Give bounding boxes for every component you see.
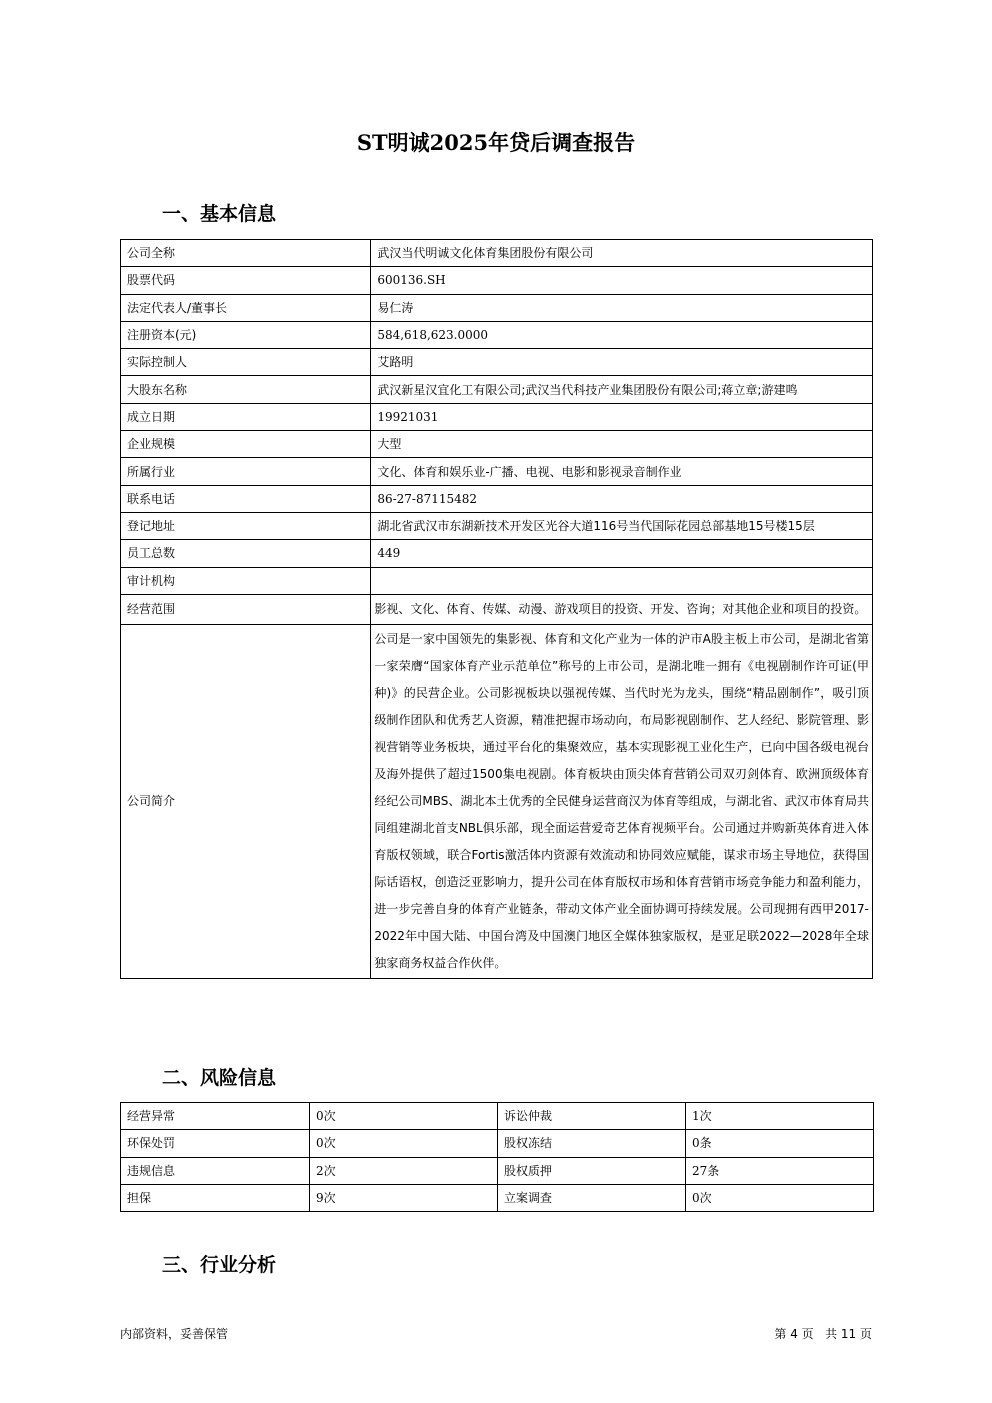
row-value: 86-27-87115482: [371, 485, 873, 512]
table-row: [121, 1130, 874, 1157]
risk-value: 27条: [686, 1157, 874, 1184]
row-label: 企业规模: [121, 431, 371, 458]
row-value: 公司是一家中国领先的集影视、体育和文化产业为一体的沪市A股主板上市公司，是湖北省第一家荣膺“国家体育产业示范单位”称号的上市公司，是湖北唯一拥有《电视剧制作许可证(甲种)》的民营企业。公司影视板块以强视传媒、当代时光为龙头，围绕“精品剧制作”，吸引顶级制作团队和优秀艺人资源，精准把握市场动向，布局影视剧制作、艺人经纪、影院管理、影视营销等业务板块，通过平台化的集聚效应，基本实现影视工业化生产，已向中国各级电视台及海外提供了超过1500集电视剧。体育板块由顶尖体育营销公司双刃剑体育、欧洲顶级体育经纪公司MBS、湖北本土优秀的全民健身运营商汉为体育等组成，与湖北省、武汉市体育局共同组建湖北首支NBL俱乐部，现全面运营爱奇艺体育视频平台。公司通过并购新英体育进入体育版权领域，联合Fortis激活体内资源有效流动和协同效应赋能，谋求市场主导地位，获得国际话语权，创造泛亚影响力，提升公司在体育版权市场和体育营销市场竞争能力和盈利能力，进一步完善自身的体育产业链条，带动文体产业全面协调可持续发展。公司现拥有西甲2017-2022年中国大陆、中国台湾及中国澳门地区全媒体独家版权，是亚足联2022—2028年全球独家商务权益合作伙伴。: [371, 624, 873, 978]
section-heading-industry-analysis: 三、行业分析: [162, 1254, 277, 1276]
table-row: [121, 349, 873, 376]
row-label: 联系电话: [121, 485, 371, 512]
row-label: 注册资本(元): [121, 321, 371, 348]
basic-info-table: [120, 239, 873, 979]
row-value: 600136.SH: [371, 267, 873, 294]
row-value: 影视、文化、体育、传媒、动漫、游戏项目的投资、开发、咨询；对其他企业和项目的投资。: [371, 594, 873, 624]
row-label: 审计机构: [121, 567, 371, 594]
section-heading-risk-info: 二、风险信息: [162, 1067, 277, 1089]
table-row: [121, 594, 873, 624]
row-value: [371, 567, 873, 594]
risk-label: 环保处罚: [121, 1130, 310, 1157]
row-value: 武汉新星汉宜化工有限公司;武汉当代科技产业集团股份有限公司;蒋立章;游建鸣: [371, 376, 873, 403]
risk-value: 0次: [686, 1184, 874, 1211]
row-label: 大股东名称: [121, 376, 371, 403]
row-value: 19921031: [371, 403, 873, 430]
risk-value: 1次: [686, 1103, 874, 1130]
risk-label: 股权冻结: [498, 1130, 686, 1157]
table-row: [121, 267, 873, 294]
table-row: [121, 1103, 874, 1130]
footer-page-number: 第 4 页 共 11 页: [774, 1327, 872, 1341]
table-row: [121, 431, 873, 458]
table-row: [121, 294, 873, 321]
risk-value: 2次: [310, 1157, 498, 1184]
risk-label: 股权质押: [498, 1157, 686, 1184]
row-label: 所属行业: [121, 458, 371, 485]
row-value: 584,618,623.0000: [371, 321, 873, 348]
row-value: 文化、体育和娱乐业-广播、电视、电影和影视录音制作业: [371, 458, 873, 485]
row-label: 登记地址: [121, 512, 371, 539]
row-label: 法定代表人/董事长: [121, 294, 371, 321]
footer-confidential-note: 内部资料，妥善保管: [120, 1327, 229, 1341]
row-value: 易仁涛: [371, 294, 873, 321]
table-row: [121, 624, 873, 978]
table-row: [121, 321, 873, 348]
table-row: [121, 1157, 874, 1184]
risk-label: 立案调查: [498, 1184, 686, 1211]
table-row: [121, 540, 873, 567]
table-row: [121, 403, 873, 430]
row-value: 艾路明: [371, 349, 873, 376]
table-row: [121, 485, 873, 512]
risk-value: 9次: [310, 1184, 498, 1211]
risk-label: 担保: [121, 1184, 310, 1211]
row-label: 股票代码: [121, 267, 371, 294]
table-row: [121, 567, 873, 594]
row-label: 公司全称: [121, 240, 371, 267]
table-row: [121, 1184, 874, 1211]
risk-value: 0次: [310, 1103, 498, 1130]
table-row: [121, 512, 873, 539]
row-label: 经营范围: [121, 594, 371, 624]
table-row: [121, 458, 873, 485]
section-heading-basic-info: 一、基本信息: [162, 203, 277, 225]
row-value: 湖北省武汉市东湖新技术开发区光谷大道116号当代国际花园总部基地15号楼15层: [371, 512, 873, 539]
risk-label: 经营异常: [121, 1103, 310, 1130]
row-label: 实际控制人: [121, 349, 371, 376]
risk-value: 0次: [310, 1130, 498, 1157]
table-row: [121, 376, 873, 403]
row-label: 公司简介: [121, 624, 371, 978]
row-value: 大型: [371, 431, 873, 458]
document-title: ST明诚2025年贷后调查报告: [356, 130, 636, 155]
risk-info-table: [120, 1102, 874, 1212]
risk-label: 违规信息: [121, 1157, 310, 1184]
risk-label: 诉讼仲裁: [498, 1103, 686, 1130]
row-label: 成立日期: [121, 403, 371, 430]
table-row: [121, 240, 873, 267]
row-value: 449: [371, 540, 873, 567]
row-label: 员工总数: [121, 540, 371, 567]
risk-value: 0条: [686, 1130, 874, 1157]
row-value: 武汉当代明诚文化体育集团股份有限公司: [371, 240, 873, 267]
